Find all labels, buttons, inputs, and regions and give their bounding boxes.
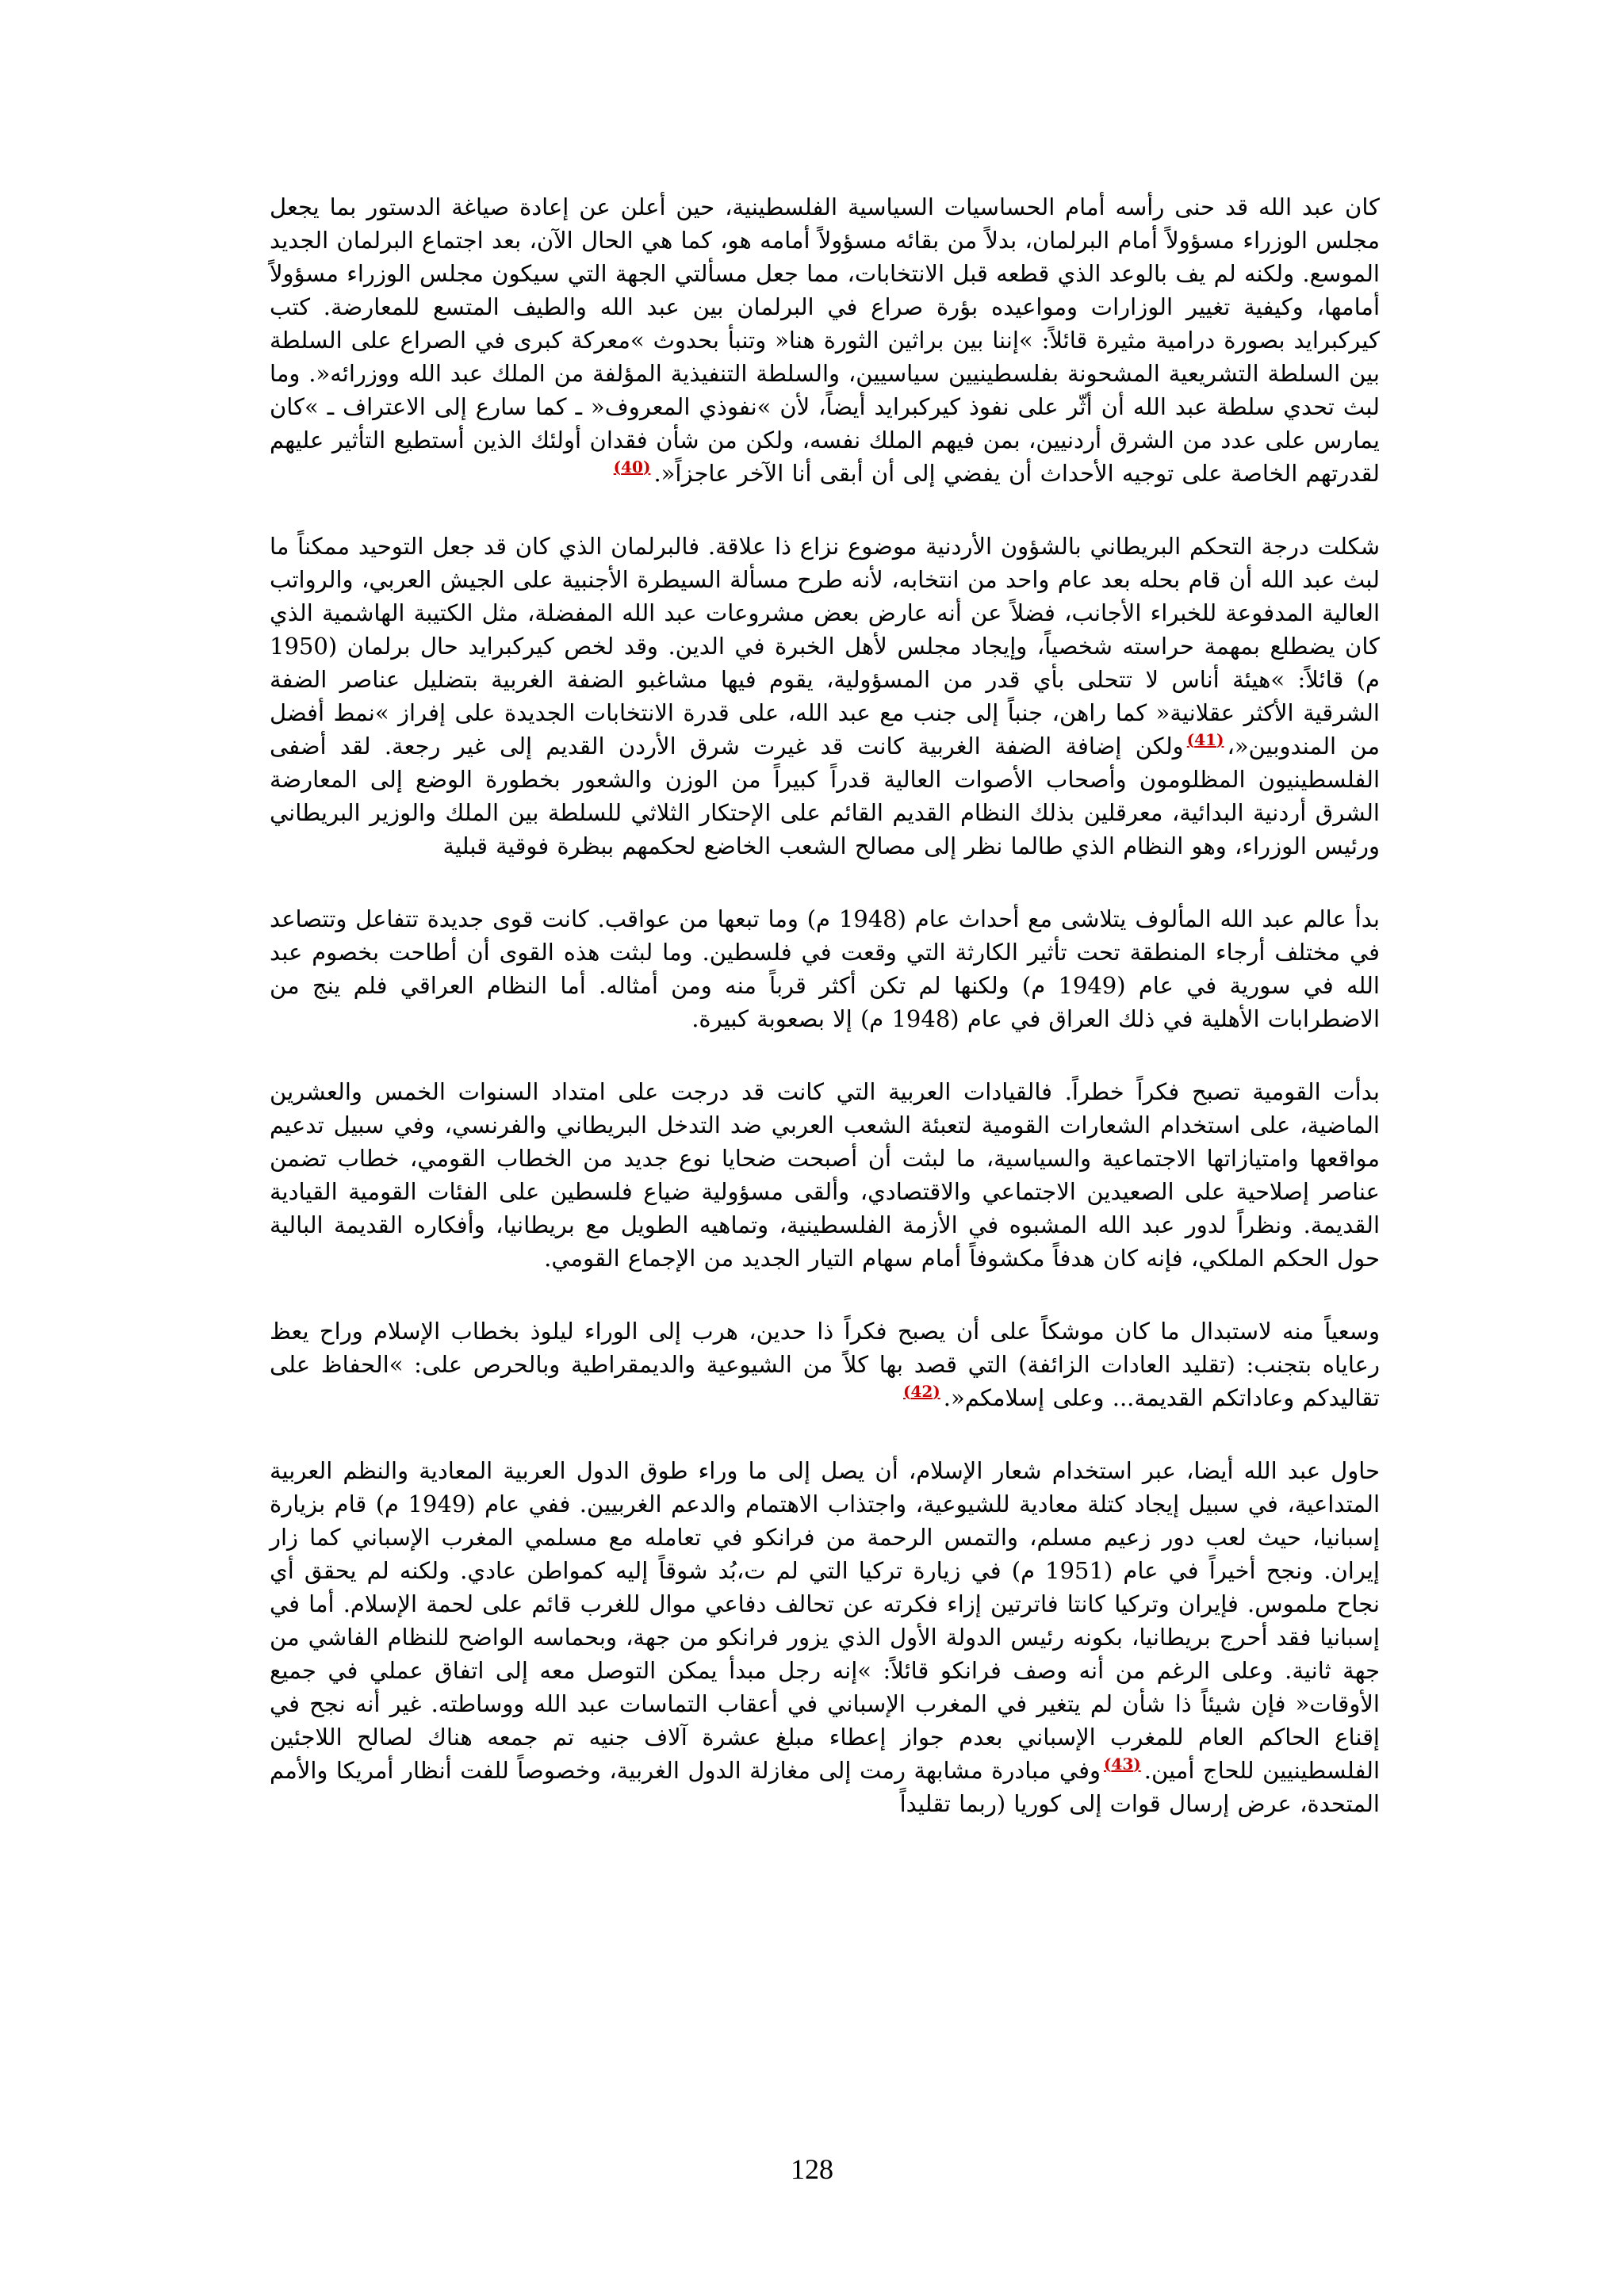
paragraph-4-text: بدأت القومية تصبح فكراً خطراً. فالقيادات العربية التي كانت قد درجت على امتداد السنوات الخمس والعشرين الماضية، على استخدام الشعارات القومية لتعبئة الشعب العربي ضد التدخل البريطاني والفرنسي، وفي سبيل تدعيم مواقعها وامتيازاتها الاجتماعية والسياسية، ما لبثت أن أصبحت ضحايا نوع جديد من الخطاب القومي، خطاب تضمن عناصر إصلاحية على الصعيدين الاجتماعي والاقتصادي، وألقى مسؤولية ضياع فلسطين على الفئات القومية القيادية القديمة. ونظراً لدور عبد الله المشبوه في الأزمة الفلسطينية، وتماهيه الطويل مع بريطانيا، وأفكاره القديمة البالية حول الحكم الملكي، فإنه كان هدفاً مكشوفاً أمام سهام التيار الجديد من الإجماع القومي. bbox=[270, 1078, 1380, 1272]
paragraph-1-text: كان عبد الله قد حنى رأسه أمام الحساسيات السياسية الفلسطينية، حين أعلن عن إعادة صياغة الدستور بما يجعل مجلس الوزراء مسؤولاً أمام البرلمان، بدلاً من بقائه مسؤولاً أمامه هو، كما هي الحال الآن، بعد اجتماع البرلمان الجديد الموسع. ولكنه لم يف بالوعد الذي قطعه قبل الانتخابات، مما جعل مسألتي الجهة التي سيكون مجلس الوزراء مسؤولاً أمامها، وكيفية تغيير الوزارات ومواعيده بؤرة صراع في البرلمان بين عبد الله والطيف المتسع للمعارضة. كتب كيركبرايد بصورة درامية مثيرة قائلاً: »إننا بين براثين الثورة هنا« وتنبأ بحدوث »معركة كبرى في الصراع على السلطة بين السلطة التشريعية المشحونة بفلسطينيين سياسيين، والسلطة التنفيذية المؤلفة من الملك عبد الله ووزرائه«. وما لبث تحدي سلطة عبد الله أن أثّر على نفوذ كيركبرايد أيضاً، لأن »نفوذي المعروف« ـ كما سارع إلى الاعتراف ـ »كان يمارس على عدد من الشرق أردنيين، بمن فيهم الملك نفسه، ولكن من شأن فقدان أولئك الذين أستطيع التأثير عليهم لقدرتهم الخاصة على توجيه الأحداث أن يفضي إلى أن أبقى أنا الآخر عاجزاً«. bbox=[270, 193, 1380, 487]
footnote-ref-43[interactable]: (43) bbox=[1103, 1755, 1141, 1774]
paragraph-6-text-before: حاول عبد الله أيضا، عبر استخدام شعار الإسلام، أن يصل إلى ما وراء طوق الدول العربية المعادية والنظم العربية المتداعية، في سبيل إيجاد كتلة معادية للشيوعية، واجتذاب الاهتمام والدعم الغربيين. ففي عام (1949 م) قام بزيارة إسبانيا، حيث لعب دور زعيم مسلم، والتمس الرحمة من فرانكو في تعامله مع مسلمي المغرب الإسباني كما زار إيران. ونجح أخيراً في عام (1951 م) في زيارة تركيا التي لم ت،بُد شوقاً إليه كمواطن عادي. ولكنه لم يحقق أي نجاح ملموس. فإيران وتركيا كانتا فاترتين إزاء فكرته عن تحالف دفاعي موال للغرب قائم على لحمة الإسلام. أما في إسبانيا فقد أحرج بريطانيا، بكونه رئيس الدولة الأول الذي يزور فرانكو من جهة، وبحماسه الواضح للنظام الفاشي من جهة ثانية. وعلى الرغم من أنه وصف فرانكو قائلاً: »إنه رجل مبدأ يمكن التوصل معه إلى اتفاق عملي في جميع الأوقات« فإن شيئاً ذا شأن لم يتغير في المغرب الإسباني في أعقاب التماسات عبد الله ووساطته. غير أنه نجح في إقناع الحاكم العام للمغرب الإسباني بعدم جواز إعطاء مبلغ عشرة آلاف جنيه تم جمعه هناك لصالح اللاجئين الفلسطينيين للحاج أمين. bbox=[270, 1457, 1381, 1784]
paragraph-2-text-before: شكلت درجة التحكم البريطاني بالشؤون الأردنية موضوع نزاع ذا علاقة. فالبرلمان الذي كان قد جعل التوحيد ممكناً ما لبث عبد الله أن قام بحله بعد عام واحد من انتخابه، لأنه طرح مسألة السيطرة الأجنبية على الجيش العربي، والرواتب العالية المدفوعة للخبراء الأجانب، فضلاً عن أنه عارض بعض مشروعات عبد الله المفضلة، مثل الكتيبة الهاشمية الذي كان يضطلع بمهمة حراسته شخصياً، وإيجاد مجلس لأهل الخبرة في الدين. وقد لخص كيركبرايد حال برلمان (1950 م) قائلاً: »هيئة أناس لا تتحلى بأي قدر من المسؤولية، يقوم فيها مشاغبو الضفة الغربية بتضليل عناصر الضفة الشرقية الأكثر عقلانية« كما راهن، جنباً إلى جنب مع عبد الله، على قدرة الانتخابات الجديدة على إفراز »نمط أفضل من المندوبين«، bbox=[270, 533, 1380, 760]
paragraph-4 bbox=[270, 1075, 1380, 1275]
paragraph-6-text-after: وفي مبادرة مشابهة رمت إلى مغازلة الدول الغربية، وخصوصاً للفت أنظار أمريكا والأمم المتحدة، عرض إرسال قوات إلى كوريا (ربما تقليداً bbox=[270, 1757, 1380, 1817]
footnote-ref-42[interactable]: (42) bbox=[902, 1382, 940, 1402]
page-number: 128 bbox=[791, 2153, 833, 2185]
paragraph-5 bbox=[270, 1314, 1380, 1414]
paragraph-2-text-after: ولكن إضافة الضفة الغربية كانت قد غيرت شرق الأردن القديم إلى غير رجعة. لقد أضفى الفلسطينيون المظلومون وأصحاب الأصوات العالية قدراً كبيراً من الوزن والشعور بخطورة الوضع إلى المعارضة الشرق أردنية البدائية، معرقلين بذلك النظام القديم القائم على الإحتكار الثلاثي للسلطة بين الملك والوزير البريطاني ورئيس الوزراء، وهو النظام الذي طالما نظر إلى مصالح الشعب الخاضع لحكمهم ببظرة فوقية قبلية bbox=[270, 733, 1380, 859]
footnote-ref-40[interactable]: (40) bbox=[613, 457, 651, 477]
paragraph-6 bbox=[270, 1454, 1380, 1820]
paragraph-2 bbox=[270, 530, 1380, 863]
paragraph-3-text: بدأ عالم عبد الله المألوف يتلاشى مع أحداث عام (1948 م) وما تبعها من عواقب. كانت قوى جديدة تتفاعل وتتصاعد في مختلف أرجاء المنطقة تحت تأثير الكارثة التي وقعت في فلسطين. وما لبثت هذه القوى أن أطاحت بخصوم عبد الله في سورية في عام (1949 م) ولكنها لم تكن أكثر قرباً منه ومن أمثاله. أما النظام العراقي فلم ينج من الاضطرابات الأهلية في ذلك العراق في عام (1948 م) إلا بصعوبة كبيرة. bbox=[270, 905, 1380, 1032]
document-body bbox=[270, 190, 1380, 1860]
footnote-ref-41[interactable]: (41) bbox=[1186, 730, 1224, 750]
paragraph-5-text: وسعياً منه لاستبدال ما كان موشكاً على أن يصبح فكراً ذا حدين، هرب إلى الوراء ليلوذ بخطاب الإسلام وراح يعظ رعاياه بتجنب: (تقليد العادات الزائفة) التي قصد بها كلاً من الشيوعية والديمقراطية وبالحرص على: »الحفاظ على تقاليدكم وعاداتكم القديمة... وعلى إسلامكم«. bbox=[270, 1318, 1380, 1411]
paragraph-3 bbox=[270, 902, 1380, 1035]
paragraph-1 bbox=[270, 190, 1380, 490]
